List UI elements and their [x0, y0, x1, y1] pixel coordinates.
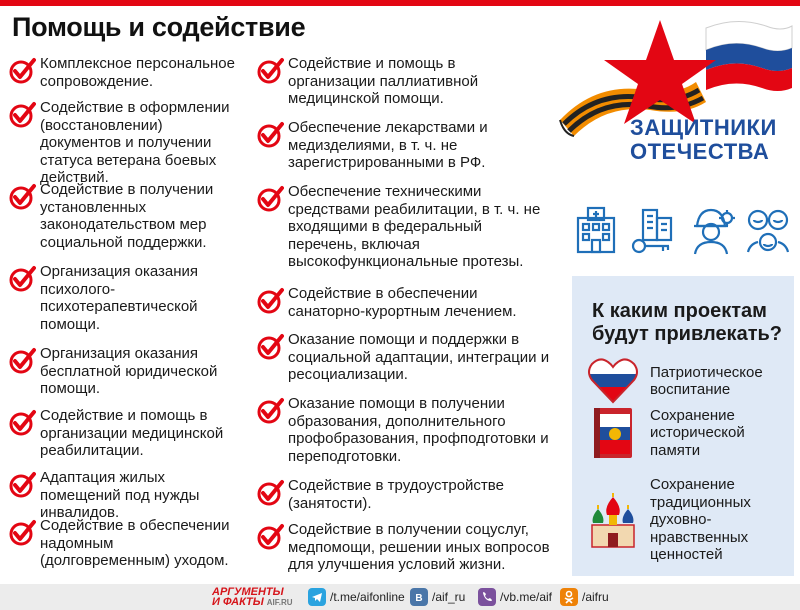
cathedral-icon — [586, 491, 640, 549]
list-item-text: Содействие и помощь в организации медицинской реабилитации. — [40, 407, 224, 459]
list-item — [8, 55, 246, 90]
viber-icon — [478, 588, 496, 606]
list-item-text: Оказание помощи в получении образования, дополнительного профобразования, профподготовки и переподготовки. — [288, 395, 549, 465]
checkmark-icon — [256, 523, 284, 551]
odnoklassniki-icon — [560, 588, 578, 606]
checkmark-icon — [8, 471, 36, 499]
checkmark-icon — [8, 57, 36, 85]
history-book-icon — [586, 404, 640, 462]
list-item-text: Обеспечение лекарствами и медизделиями, в т. ч. не зарегистрированными в РФ. — [288, 119, 488, 171]
checkmark-icon — [8, 101, 36, 129]
project-item — [586, 352, 794, 410]
worker-helmet-icon — [687, 204, 735, 256]
logo-title: ЗАЩИТНИКИ ОТЕЧЕСТВА — [630, 115, 777, 164]
checkmark-icon — [8, 409, 36, 437]
top-accent-bar — [0, 0, 800, 6]
list-item — [8, 469, 246, 522]
list-item — [256, 119, 518, 172]
list-item-text: Адаптация жилых помещений под нужды инвалидов. — [40, 469, 200, 521]
footer-link-ok[interactable]: /aifru — [560, 588, 609, 606]
list-item — [8, 181, 246, 251]
list-item — [8, 263, 246, 333]
checkmark-icon — [256, 185, 284, 213]
list-item-text: Содействие в получении установленных законодательством мер социальной поддержки. — [40, 181, 214, 251]
list-item — [256, 395, 554, 465]
list-item-text: Организация оказания психолого-психотерапевтической помощи. — [40, 263, 199, 333]
list-item — [256, 331, 550, 384]
aif-brand-logo: АРГУМЕНТЫ И ФАКТЫ AIF.RU — [212, 586, 293, 608]
checkmark-icon — [256, 287, 284, 315]
list-item-text: Содействие в оформлении (восстановлении) документов и получении статуса ветерана боевых действий. — [40, 99, 230, 186]
project-text: Сохранение исторической памяти — [650, 406, 745, 459]
list-item — [8, 345, 240, 398]
hospital-building-icon — [572, 204, 620, 256]
list-item-text: Содействие в получении соцуслуг, медпомощи, решении иных вопросов для улучшения условий жизни. — [288, 521, 550, 573]
list-item-text: Комплексное персональное сопровождение. — [40, 55, 235, 90]
project-text: Патриотическое воспитание — [650, 363, 763, 398]
footer-link-vk[interactable]: B /aif_ru — [410, 588, 465, 606]
list-item — [8, 517, 246, 570]
checkmark-icon — [256, 333, 284, 361]
checkmark-icon — [8, 347, 36, 375]
telegram-icon — [308, 588, 326, 606]
list-item-text: Организация оказания бесплатной юридической помощи. — [40, 345, 218, 397]
checkmark-icon — [256, 57, 284, 85]
checkmark-icon — [256, 479, 284, 507]
vk-icon — [410, 588, 428, 606]
flag-heart-icon — [586, 352, 640, 410]
city-key-icon — [629, 204, 677, 256]
project-text: Сохранение традиционных духовно-нравственных ценностей — [650, 476, 751, 563]
list-item — [256, 477, 528, 512]
project-item — [586, 476, 794, 564]
footer-link-viber[interactable]: /vb.me/aif — [478, 588, 552, 606]
family-people-icon — [744, 204, 792, 256]
list-item — [256, 55, 518, 108]
list-item — [8, 407, 246, 460]
checkmark-icon — [8, 519, 36, 547]
page-title: Помощь и содействие — [12, 12, 306, 42]
checkmark-icon — [256, 397, 284, 425]
list-item — [256, 285, 528, 320]
list-item — [256, 183, 550, 271]
list-item-text: Содействие в трудоустройстве (занятости). — [288, 477, 504, 512]
icons-row — [572, 204, 792, 256]
list-item-text: Обеспечение техническими средствами реабилитации, в т. ч. не входящими в федеральный перечень, включая высокофункциональные протезы. — [288, 183, 541, 270]
checkmark-icon — [8, 183, 36, 211]
list-item-text: Содействие в обеспечении надомным (долговременным) уходом. — [40, 517, 230, 569]
projects-title: К каким проектам будут привлекать? — [592, 300, 782, 345]
list-item — [256, 521, 550, 574]
project-item — [586, 404, 794, 462]
footer-link-telegram[interactable]: /t.me/aifonline — [308, 588, 405, 606]
list-item — [8, 99, 246, 187]
checkmark-icon — [256, 121, 284, 149]
projects-panel — [572, 276, 794, 576]
list-item-text: Содействие в обеспечении санаторно-курортным лечением. — [288, 285, 517, 320]
list-item-text: Оказание помощи и поддержки в социальной адаптации, интеграции и ресоциализации. — [288, 331, 550, 383]
list-item-text: Содействие и помощь в организации паллиативной медицинской помощи. — [288, 55, 479, 107]
svg-text:B: B — [415, 593, 423, 604]
checkmark-icon — [8, 265, 36, 293]
